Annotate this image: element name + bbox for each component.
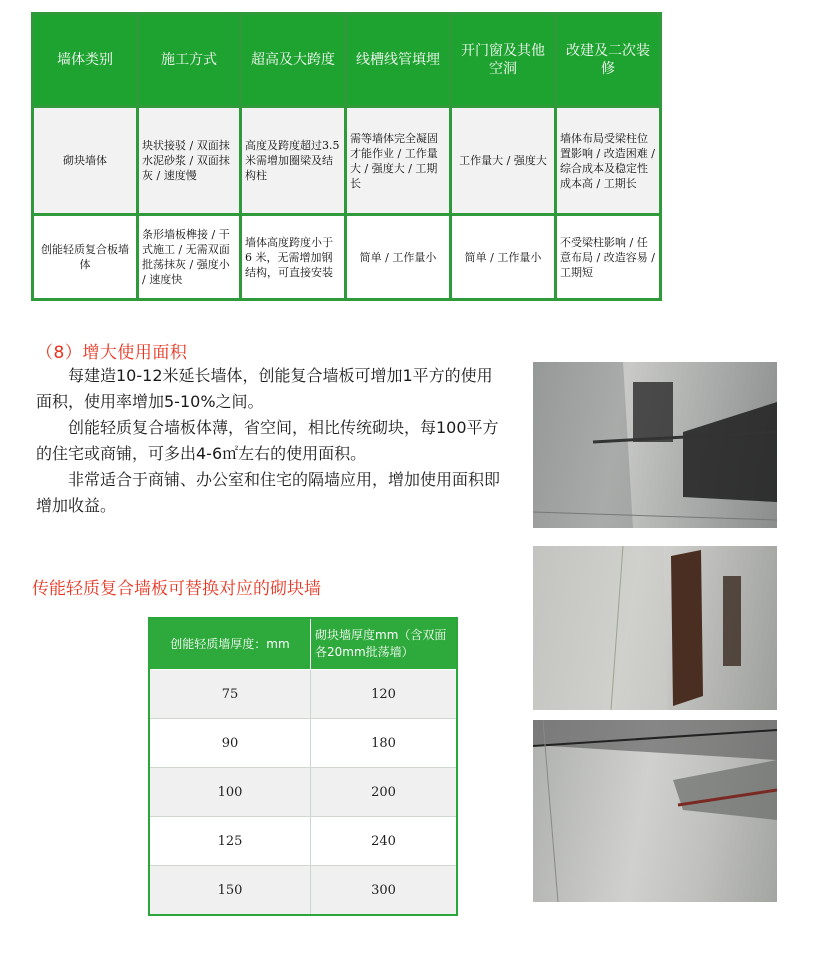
paragraph: 非常适合于商铺、办公室和住宅的隔墙应用，增加使用面积即增加收益。 (36, 470, 501, 515)
table-cell: 240 (311, 817, 458, 866)
comparison-table (31, 12, 662, 301)
table-cell: 不受梁柱影响 / 任意布局 / 改造容易 / 工期短 (557, 216, 659, 298)
header-block-thickness: 砌块墙厚度mm（含双面各20mm批荡墙） (311, 618, 458, 670)
table-cell: 工作量大 / 强度大 (452, 108, 554, 213)
header-board-thickness: 创能轻质墙厚度：mm (149, 618, 311, 670)
table-cell: 墙体布局受梁柱位置影响 / 改造困难 / 综合成本及稳定性成本高 / 工期长 (557, 108, 659, 213)
section-body (36, 363, 506, 519)
header-construction-method: 施工方式 (139, 15, 239, 105)
table-row (34, 216, 659, 298)
table-cell: 条形墙板榫接 / 干式施工 / 无需双面批荡抹灰 / 强度小 / 速度快 (139, 216, 239, 298)
table-cell: 简单 / 工作量小 (347, 216, 449, 298)
wall-photo-2-graphic (533, 546, 777, 710)
table-cell: 块状接驳 / 双面抹水泥砂浆 / 双面抹灰 / 速度慢 (139, 108, 239, 213)
header-height-span: 超高及大跨度 (242, 15, 344, 105)
table-cell: 300 (311, 866, 458, 916)
table-cell: 180 (311, 719, 458, 768)
comparison-header-row (34, 15, 659, 105)
wall-photo-3 (533, 720, 777, 902)
table-cell: 125 (149, 817, 311, 866)
wall-photo-3-graphic (533, 720, 777, 902)
table-cell: 墙体高度跨度小于 6 米，无需增加钢结构，可直接安装 (242, 216, 344, 298)
replace-heading: 传能轻质复合墙板可替换对应的砌块墙 (32, 579, 321, 599)
table-cell: 创能轻质复合板墙体 (34, 216, 136, 298)
table-row (149, 866, 457, 916)
table-cell: 简单 / 工作量小 (452, 216, 554, 298)
table-cell: 100 (149, 768, 311, 817)
paragraph: 每建造10-12米延长墙体，创能复合墙板可增加1平方的使用面积，使用率增加5-10%之间。 (36, 366, 493, 411)
table-cell: 需等墙体完全凝固才能作业 / 工作量大 / 强度大 / 工期长 (347, 108, 449, 213)
header-renovation: 改建及二次装修 (557, 15, 659, 105)
table-row (34, 108, 659, 213)
wall-photo-2 (533, 546, 777, 710)
wall-photo-1-graphic (533, 362, 777, 528)
table-row (149, 768, 457, 817)
paragraph: 创能轻质复合墙板体薄，省空间，相比传统砌块，每100平方的住宅或商铺，可多出4-6㎡左右的使用面积。 (36, 418, 499, 463)
table-row (149, 670, 457, 719)
wall-photo-1 (533, 362, 777, 528)
thickness-table (148, 617, 458, 916)
table-cell: 200 (311, 768, 458, 817)
table-cell: 75 (149, 670, 311, 719)
header-wall-type: 墙体类别 (34, 15, 136, 105)
table-cell: 砌块墙体 (34, 108, 136, 213)
header-openings: 开门窗及其他空洞 (452, 15, 554, 105)
table-cell: 150 (149, 866, 311, 916)
table-cell: 120 (311, 670, 458, 719)
table-row (149, 719, 457, 768)
table-row (149, 817, 457, 866)
table-cell: 90 (149, 719, 311, 768)
header-conduit: 线槽线管填埋 (347, 15, 449, 105)
thickness-header-row (149, 618, 457, 670)
section-title: （8）增大使用面积 (36, 343, 188, 363)
table-cell: 高度及跨度超过3.5 米需增加圈梁及结构柱 (242, 108, 344, 213)
